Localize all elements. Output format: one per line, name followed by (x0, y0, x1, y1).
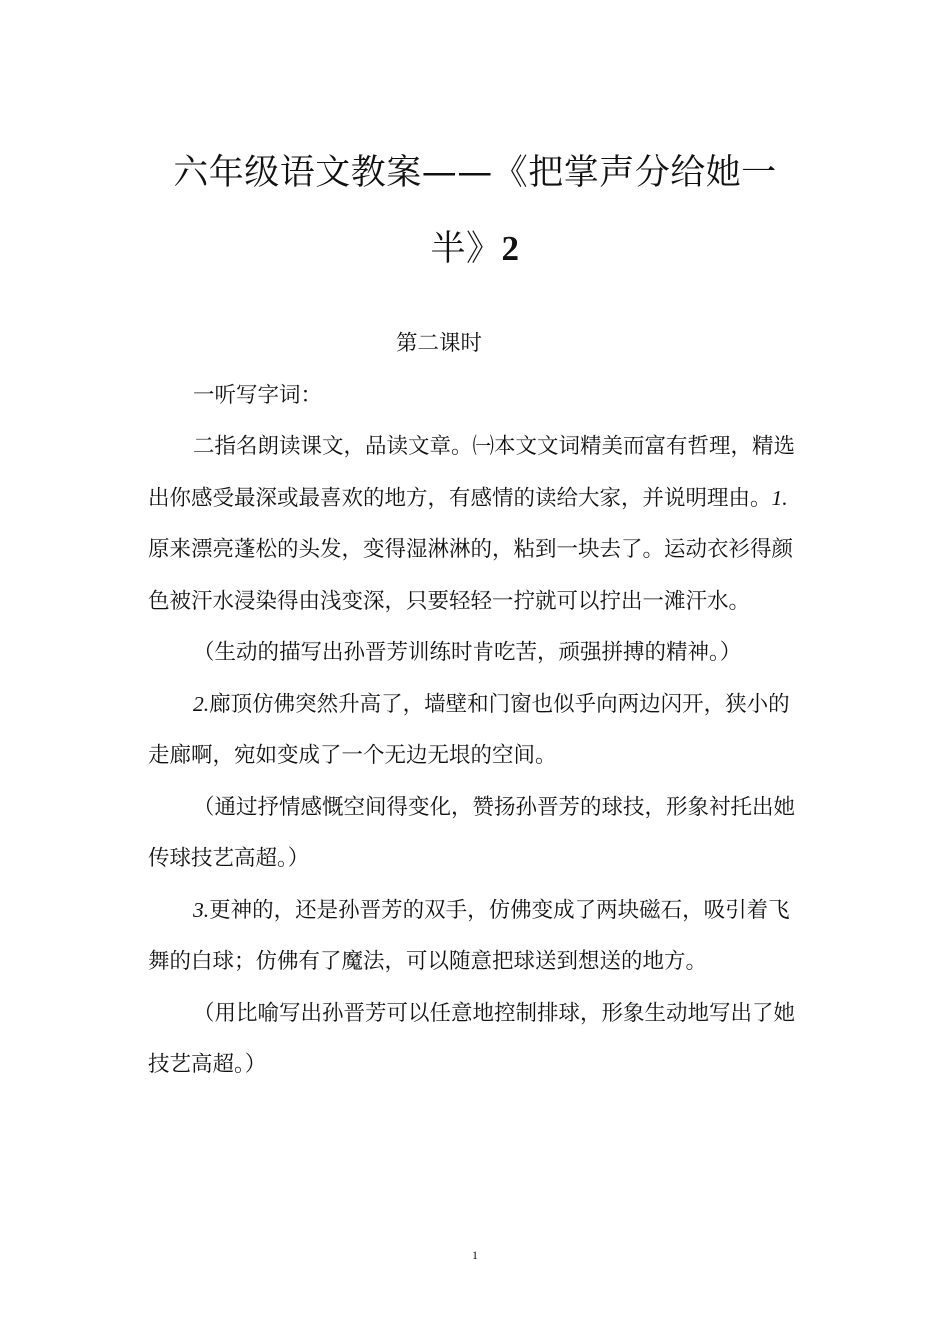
paragraph-item-2-text: 廊顶仿佛突然升高了，墙壁和门窗也似乎向两边闪开，狭小的走廊啊，宛如变成了一个无边无垠的空间。 (148, 691, 790, 768)
paragraph-dictation: 一听写字词： (193, 382, 323, 408)
paragraph-item-2 (148, 679, 800, 782)
title-suffix: 2 (501, 229, 520, 269)
item-number-3: 3. (193, 897, 210, 922)
paragraph-reading-quote: 原来漂亮蓬松的头发，变得湿淋淋的，粘到一块去了。运动衣衫得颜色被汗水浸染得由浅变深，只要轻轻一拧就可以拧出一滩汗水。 (148, 537, 794, 614)
section-heading: 第二课时 (395, 331, 482, 356)
document-body (148, 318, 800, 1091)
paragraph-note-1: （生动的描写出孙晋芳训练时肯吃苦，顽强拼搏的精神。） (193, 640, 742, 665)
paragraph-note-3: （用比喻写出孙晋芳可以任意地控制排球，形象生动地写出了她技艺高超。） (148, 1000, 796, 1077)
page-number: 1 (472, 1248, 478, 1262)
paragraph-note-2: （通过抒情感慨空间得变化，赞扬孙晋芳的球技，形象衬托出她传球技艺高超。） (148, 794, 796, 871)
title-text: 六年级语文教案——《把掌声分给她一半》 (173, 153, 777, 270)
document-title (150, 135, 800, 287)
paragraph-reading-intro: 二指名朗读课文，品读文章。㈠本文文词精美而富有哲理，精选出你感受最深或最喜欢的地方，有感情的读给大家，并说明理由。 (148, 434, 796, 511)
paragraph-item-3 (148, 885, 800, 988)
paragraph-item-3-text: 更神的，还是孙晋芳的双手，仿佛变成了两块磁石，吸引着飞舞的白球；仿佛有了魔法，可以随意把球送到想送的地方。 (148, 897, 790, 974)
paragraph-reading (148, 421, 800, 627)
item-number-1: 1. (771, 485, 788, 510)
item-number-2: 2. (193, 691, 210, 716)
